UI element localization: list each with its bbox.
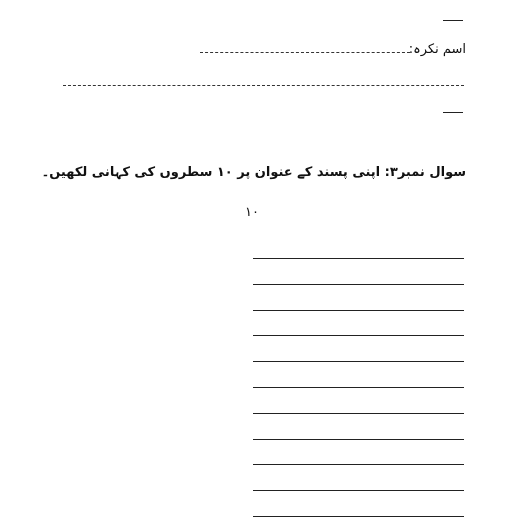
ism-nakira-label: اسم نکرہ:: [408, 42, 466, 57]
long-answer-rule[interactable]: [63, 85, 464, 86]
question-text: سوال نمبر۳: اپنی پسند کے عنوان پر ۱۰ سطروں کی کہانی لکھیں۔: [41, 165, 466, 180]
answer-line[interactable]: [253, 335, 464, 336]
answer-line[interactable]: [253, 258, 464, 259]
answer-line[interactable]: [253, 310, 464, 311]
answer-line[interactable]: [253, 387, 464, 388]
answer-line[interactable]: [253, 413, 464, 414]
ism-nakira-answer-blank[interactable]: [200, 52, 410, 53]
top-short-rule: [443, 20, 463, 21]
answer-line[interactable]: [253, 516, 464, 517]
answer-line[interactable]: [253, 439, 464, 440]
answer-line[interactable]: [253, 490, 464, 491]
answer-line[interactable]: [253, 464, 464, 465]
answer-line[interactable]: [253, 361, 464, 362]
answer-line[interactable]: [253, 284, 464, 285]
question-marks: ۱۰: [245, 205, 259, 220]
short-rule: [443, 112, 463, 113]
